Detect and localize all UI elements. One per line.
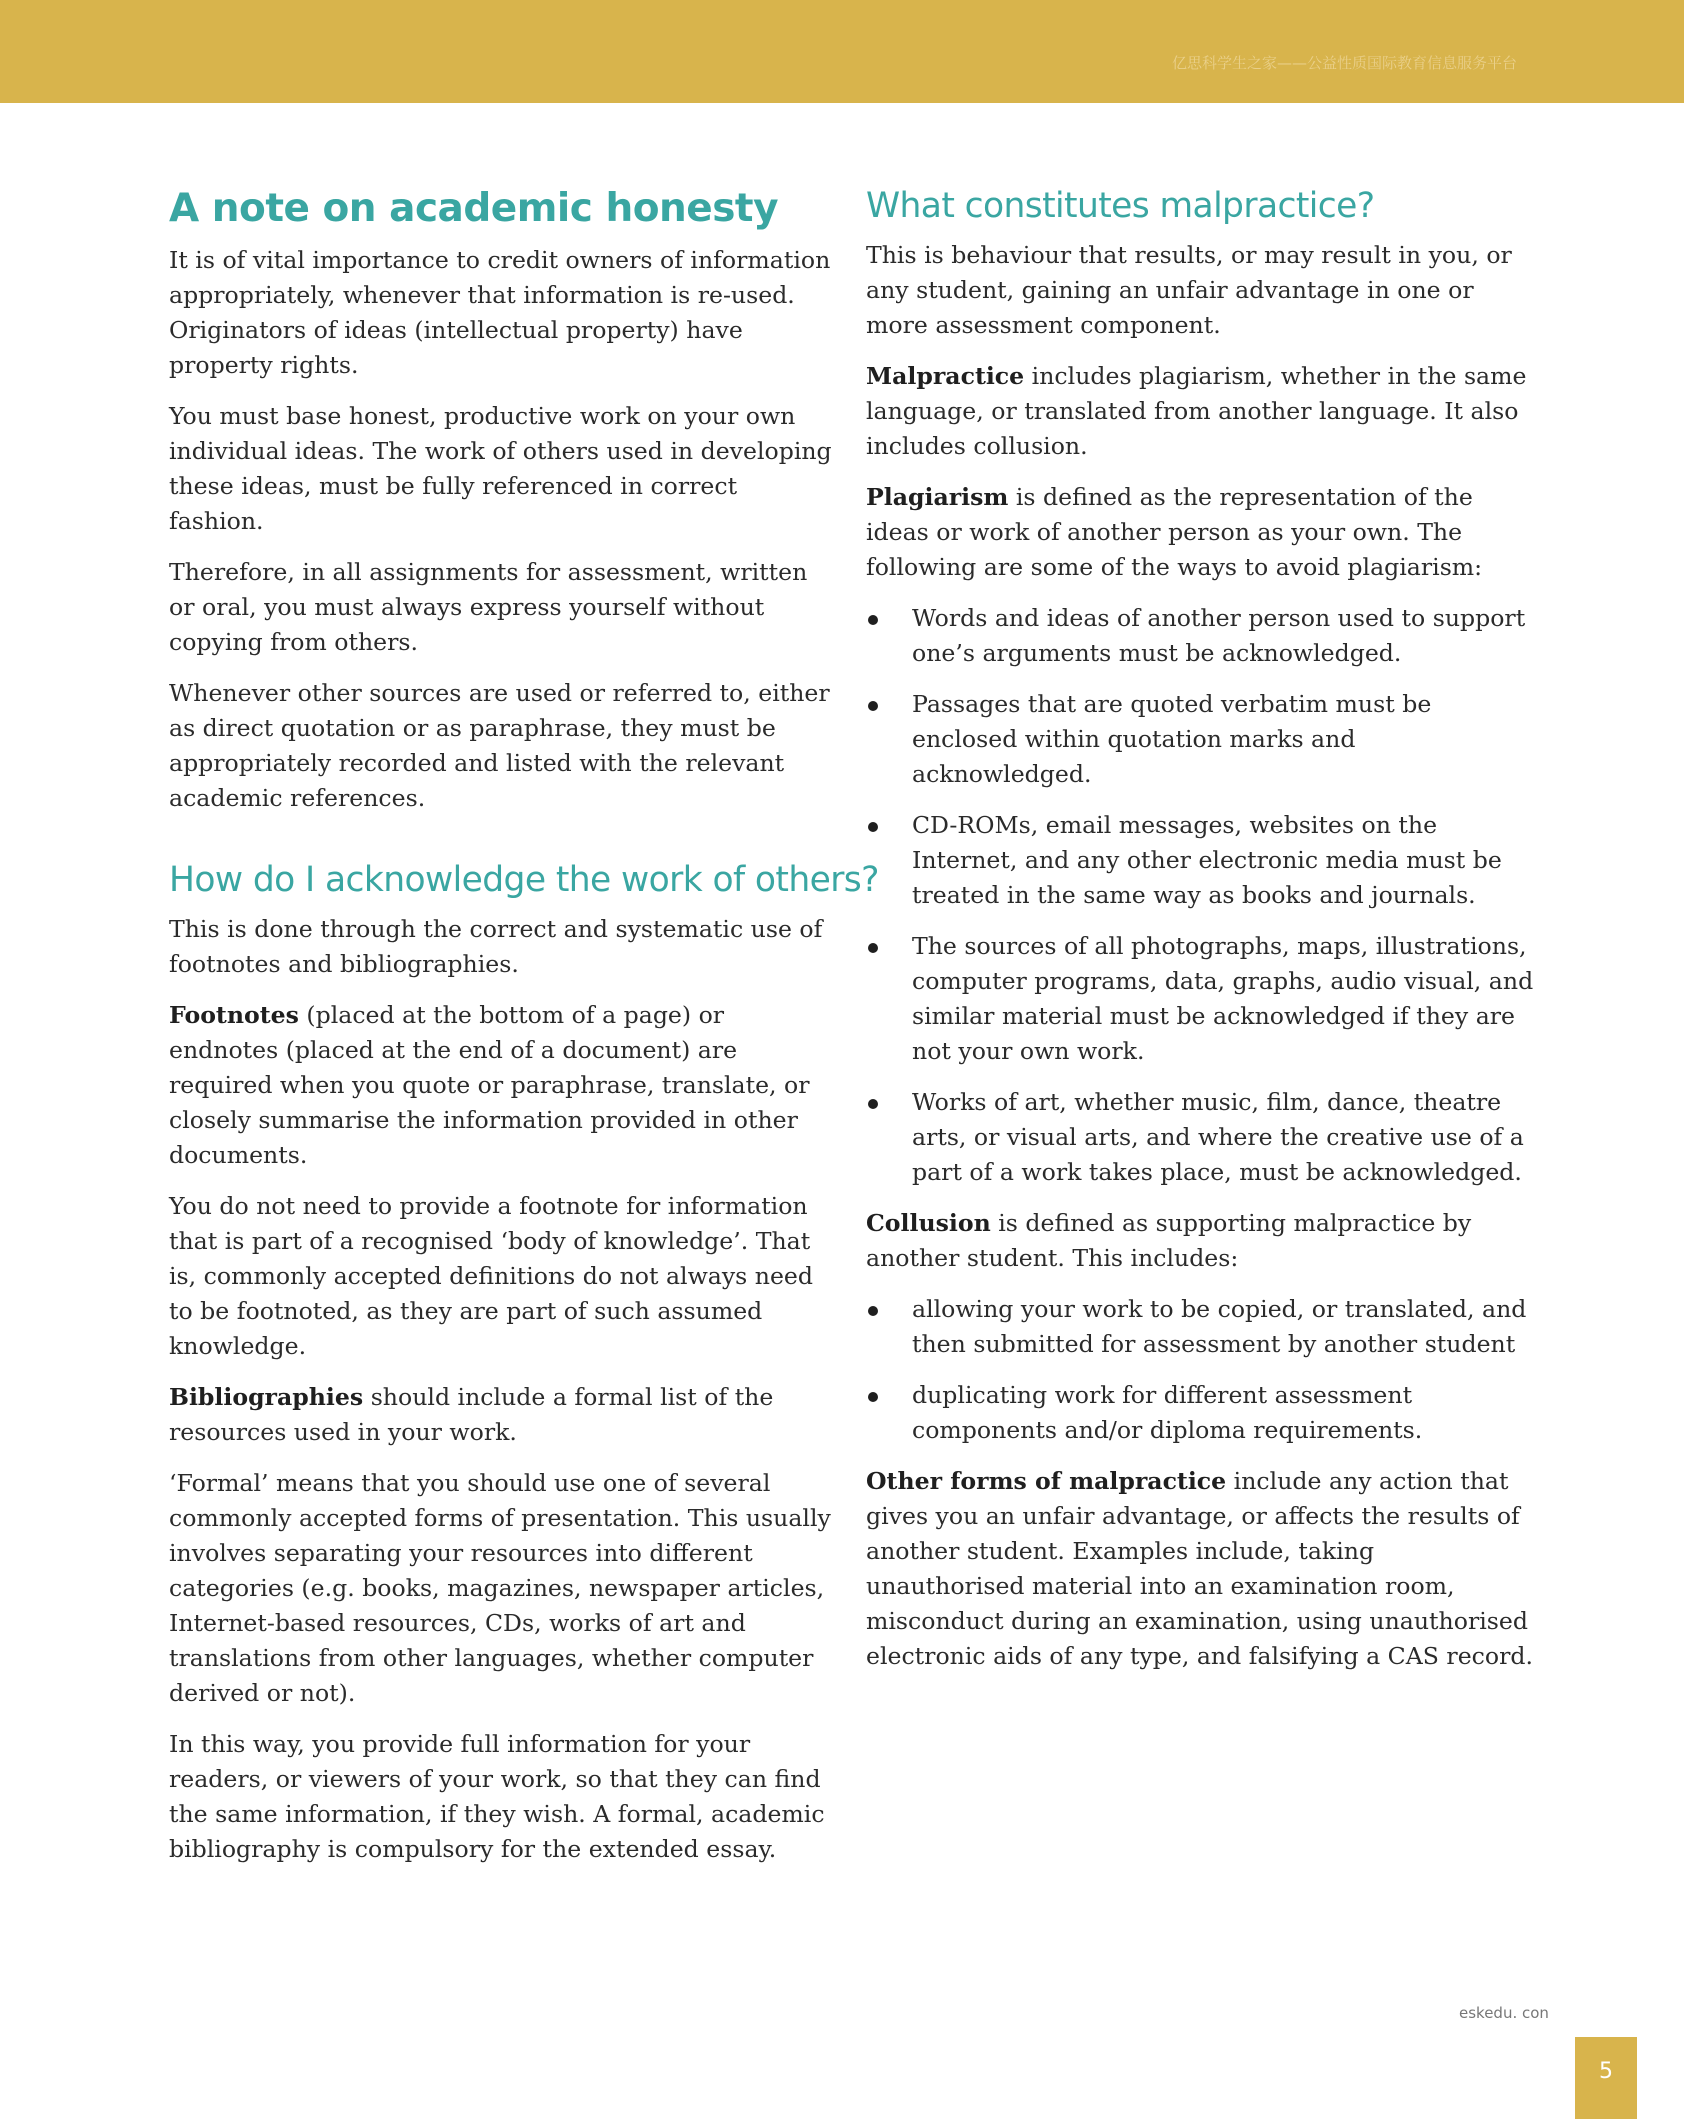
header-band [0, 0, 1684, 103]
other-malpractice-paragraph [866, 1464, 1538, 1674]
header-watermark: 亿思科学生之家——公益性质国际教育信息服务平台 [1172, 54, 1518, 72]
footnotes-text: (placed at the bottom of a page) or endnotes (placed at the end of a document) are required when you quote or paraphrase, translate, or closely summarise the information provided in other documents. [169, 1001, 810, 1169]
page-title: A note on academic honesty [169, 186, 779, 231]
bullet-icon [868, 1306, 878, 1316]
list-item [866, 1292, 1538, 1362]
collusion-paragraph [866, 1206, 1538, 1276]
malpractice-term: Malpractice [866, 362, 1025, 390]
malpractice-intro: This is behaviour that results, or may result in you, or any student, gaining an unfair advantage in one or more assessment component. [866, 241, 1512, 339]
list-item [866, 1085, 1538, 1190]
acknowledge-intro: This is done through the correct and systematic use of footnotes and bibliographies. [169, 915, 823, 978]
list-item [866, 687, 1538, 792]
other-malpractice-term: Other forms of malpractice [866, 1467, 1227, 1495]
bullet-icon [868, 615, 878, 625]
bullet-icon [868, 701, 878, 711]
footnotes-term: Footnotes [169, 1001, 299, 1029]
intro-paragraph-2: You must base honest, productive work on your own individual ideas. The work of others used in developing these ideas, must be fully referenced in correct fashion. [169, 402, 832, 535]
footnote-not-needed-paragraph: You do not need to provide a footnote for information that is part of a recognised ‘body of knowledge’. That is, commonly accepted definitions do not always need to be footnoted, as they are part of such assumed knowledge. [169, 1192, 814, 1360]
bibliographies-text: should include a formal list of the resources used in your work. [169, 1383, 774, 1446]
left-column [169, 178, 879, 1883]
list-item-text: allowing your work to be copied, or translated, and then submitted for assessment by another student [912, 1295, 1527, 1358]
right-column [866, 178, 1538, 1690]
intro-paragraph-3: Therefore, in all assignments for assessment, written or oral, you must always express yourself without copying from others. [169, 558, 808, 656]
plagiarism-paragraph [866, 480, 1538, 585]
other-malpractice-text: include any action that gives you an unfair advantage, or affects the results of another student. Examples include, taking unauthorised material into an examination room, misconduct during an examination, using unauthorised electronic aids of any type, and falsifying a CAS record. [866, 1467, 1533, 1670]
formal-paragraph: ‘Formal’ means that you should use one of several commonly accepted forms of presentation. This usually involves separating your resources into different categories (e.g. books, magazines, newspaper articles, Internet-based resources, CDs, works of art and translations from other languages, whether computer derived or not). [169, 1469, 831, 1707]
bullet-icon [868, 943, 878, 953]
page-number-box [1575, 2037, 1637, 2119]
malpractice-text: includes plagiarism, whether in the same language, or translated from another language. It also includes collusion. [866, 362, 1527, 460]
list-item-text: Words and ideas of another person used to support one’s arguments must be acknowledged. [912, 604, 1526, 667]
acknowledge-heading: How do I acknowledge the work of others? [169, 860, 879, 900]
list-item-text: The sources of all photographs, maps, illustrations, computer programs, data, graphs, audio visual, and similar material must be acknowledged if they are not your own work. [912, 932, 1534, 1065]
collusion-term: Collusion [866, 1209, 991, 1237]
plagiarism-text: is defined as the representation of the ideas or work of another person as your own. The following are some of the ways to avoid plagiarism: [866, 483, 1483, 581]
bullet-icon [868, 822, 878, 832]
bullet-icon [868, 1099, 878, 1109]
malpractice-heading: What constitutes malpractice? [866, 186, 1375, 226]
list-item [866, 929, 1538, 1069]
malpractice-paragraph [866, 359, 1538, 464]
list-item [866, 1378, 1538, 1448]
site-tag: eskedu. con [1459, 2004, 1549, 2022]
collusion-list [866, 1292, 1538, 1448]
closing-paragraph: In this way, you provide full information for your readers, or viewers of your work, so that they can find the same information, if they wish. A formal, academic bibliography is compulsory for the extended essay. [169, 1730, 825, 1863]
list-item-text: duplicating work for different assessment components and/or diploma requirements. [912, 1381, 1423, 1444]
collusion-text: is defined as supporting malpractice by another student. This includes: [866, 1209, 1472, 1272]
list-item-text: CD-ROMs, email messages, websites on the Internet, and any other electronic media must be treated in the same way as books and journals. [912, 811, 1502, 909]
list-item [866, 601, 1538, 671]
intro-paragraph-1: It is of vital importance to credit owners of information appropriately, whenever that information is re-used. Originators of ideas (intellectual property) have property rights. [169, 246, 831, 379]
bibliographies-term: Bibliographies [169, 1383, 364, 1411]
list-item-text: Passages that are quoted verbatim must be enclosed within quotation marks and acknowledged. [912, 690, 1432, 788]
bibliographies-paragraph [169, 1380, 834, 1450]
list-item-text: Works of art, whether music, film, dance, theatre arts, or visual arts, and where the creative use of a part of a work takes place, must be acknowledged. [912, 1088, 1524, 1186]
footnotes-paragraph [169, 998, 834, 1173]
list-item [866, 808, 1538, 913]
intro-paragraph-4: Whenever other sources are used or referred to, either as direct quotation or as paraphrase, they must be appropriately recorded and listed with the relevant academic references. [169, 679, 830, 812]
bullet-icon [868, 1392, 878, 1402]
plagiarism-term: Plagiarism [866, 483, 1009, 511]
page-number: 5 [1599, 2059, 1613, 2084]
plagiarism-list [866, 601, 1538, 1190]
